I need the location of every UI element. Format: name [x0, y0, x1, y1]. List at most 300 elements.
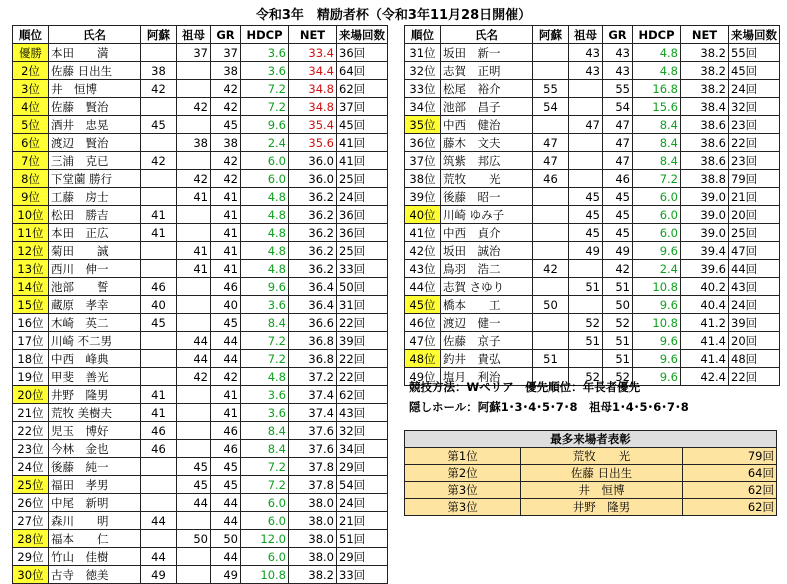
rank-cell: 43位: [405, 260, 441, 278]
sobo-score-cell: [177, 422, 211, 440]
aso-score-cell: 41: [141, 224, 177, 242]
visits-cell: 43回: [337, 404, 388, 422]
visits-cell: 20回: [729, 206, 780, 224]
sobo-score-cell: 38: [177, 134, 211, 152]
table-row: [13, 404, 388, 422]
handicap-cell: 7.2: [241, 458, 289, 476]
aso-score-cell: [141, 188, 177, 206]
gross-cell: 54: [603, 98, 633, 116]
visits-cell: 32回: [337, 422, 388, 440]
rank-cell: 42位: [405, 242, 441, 260]
visits-cell: 24回: [729, 296, 780, 314]
visits-cell: 64回: [337, 62, 388, 80]
name-cell: 中西 貞介: [441, 224, 533, 242]
aso-score-cell: 42: [533, 260, 569, 278]
visits-cell: 55回: [729, 44, 780, 62]
rank-cell: 30位: [13, 566, 49, 584]
name-cell: 川崎 ゆみ子: [441, 206, 533, 224]
rank-cell: 49位: [405, 368, 441, 386]
gross-cell: 46: [603, 170, 633, 188]
aso-score-cell: 44: [141, 512, 177, 530]
visits-cell: 43回: [729, 278, 780, 296]
table-row: [13, 350, 388, 368]
name-cell: 下堂薗 勝行: [49, 170, 141, 188]
name-cell: 藤木 文夫: [441, 134, 533, 152]
rank-cell: 14位: [13, 278, 49, 296]
table-row: [13, 188, 388, 206]
sobo-score-cell: [177, 152, 211, 170]
sobo-score-cell: 45: [177, 458, 211, 476]
handicap-cell: 7.2: [241, 332, 289, 350]
net-cell: 36.8: [289, 332, 337, 350]
net-cell: 38.6: [681, 152, 729, 170]
sobo-score-cell: 51: [569, 332, 603, 350]
rank-cell: 4位: [13, 98, 49, 116]
visits-cell: 22回: [729, 134, 780, 152]
aso-score-cell: [141, 494, 177, 512]
gross-cell: 44: [211, 494, 241, 512]
table-row: [405, 80, 780, 98]
handicap-cell: 4.8: [633, 44, 681, 62]
rank-cell: 45位: [405, 296, 441, 314]
aso-score-cell: [141, 242, 177, 260]
gross-cell: 45: [603, 188, 633, 206]
handicap-cell: 8.4: [633, 152, 681, 170]
net-cell: 36.8: [289, 350, 337, 368]
aso-score-cell: [533, 314, 569, 332]
table-row: [13, 62, 388, 80]
net-cell: 37.8: [289, 476, 337, 494]
award-visits: 62回: [683, 499, 777, 516]
visits-cell: 36回: [337, 44, 388, 62]
gross-cell: 41: [211, 260, 241, 278]
rank-cell: 20位: [13, 386, 49, 404]
sobo-score-cell: 41: [177, 242, 211, 260]
net-cell: 36.2: [289, 260, 337, 278]
gross-cell: 49: [603, 242, 633, 260]
gross-cell: 45: [211, 476, 241, 494]
table-row: [13, 440, 388, 458]
visits-cell: 37回: [337, 98, 388, 116]
aso-score-cell: 44: [141, 548, 177, 566]
net-cell: 33.4: [289, 44, 337, 62]
net-cell: 38.0: [289, 512, 337, 530]
gross-cell: 47: [603, 116, 633, 134]
rank-cell: 8位: [13, 170, 49, 188]
gross-cell: 45: [211, 458, 241, 476]
hidden-holes: 隠しホール：阿蘇1･3･4･5･7･8 祖母1･4･5･6･7･8: [409, 400, 689, 414]
net-cell: 41.2: [681, 314, 729, 332]
name-cell: 佐藤 賢治: [49, 98, 141, 116]
aso-score-cell: 46: [141, 422, 177, 440]
table-row: [13, 170, 388, 188]
net-cell: 38.2: [681, 44, 729, 62]
handicap-cell: 8.4: [241, 314, 289, 332]
visits-cell: 24回: [337, 494, 388, 512]
net-cell: 37.4: [289, 386, 337, 404]
net-cell: 37.8: [289, 458, 337, 476]
column-header: 氏名: [49, 26, 141, 44]
name-cell: 釣井 貴弘: [441, 350, 533, 368]
aso-score-cell: 50: [533, 296, 569, 314]
handicap-cell: 3.6: [241, 404, 289, 422]
gross-cell: 44: [211, 548, 241, 566]
name-cell: 後藤 純一: [49, 458, 141, 476]
name-cell: 筑紫 邦広: [441, 152, 533, 170]
sobo-score-cell: [177, 566, 211, 584]
handicap-cell: 8.4: [633, 116, 681, 134]
rank-cell: 13位: [13, 260, 49, 278]
competition-method: 競技方法：Wペリア 優先順位：年長者優先: [409, 380, 641, 394]
gross-cell: 41: [211, 404, 241, 422]
aso-score-cell: [141, 170, 177, 188]
sobo-score-cell: [569, 296, 603, 314]
gross-cell: 50: [603, 296, 633, 314]
handicap-cell: 6.0: [241, 512, 289, 530]
rank-cell: 21位: [13, 404, 49, 422]
name-cell: 橋本 工: [441, 296, 533, 314]
name-cell: 福田 孝男: [49, 476, 141, 494]
aso-score-cell: 40: [141, 296, 177, 314]
sobo-score-cell: [177, 62, 211, 80]
name-cell: 西川 伸一: [49, 260, 141, 278]
sobo-score-cell: 49: [569, 242, 603, 260]
visits-cell: 33回: [337, 260, 388, 278]
rank-cell: 26位: [13, 494, 49, 512]
rank-cell: 12位: [13, 242, 49, 260]
rank-cell: 37位: [405, 152, 441, 170]
gross-cell: 44: [211, 332, 241, 350]
net-cell: 34.8: [289, 80, 337, 98]
name-cell: 中尾 新明: [49, 494, 141, 512]
visits-cell: 34回: [337, 440, 388, 458]
handicap-cell: 12.0: [241, 530, 289, 548]
award-row: [405, 499, 777, 516]
name-cell: 志賀 さゆり: [441, 278, 533, 296]
aso-score-cell: 41: [141, 206, 177, 224]
sobo-score-cell: [177, 80, 211, 98]
table-row: [13, 242, 388, 260]
gross-cell: 45: [603, 206, 633, 224]
handicap-cell: 7.2: [241, 476, 289, 494]
visits-cell: 45回: [729, 62, 780, 80]
award-rank: 第3位: [405, 499, 521, 516]
net-cell: 42.4: [681, 368, 729, 386]
handicap-cell: 6.0: [241, 152, 289, 170]
visits-cell: 29回: [337, 458, 388, 476]
gross-cell: 51: [603, 278, 633, 296]
table-row: [405, 278, 780, 296]
name-cell: 渡辺 賢治: [49, 134, 141, 152]
rank-cell: 36位: [405, 134, 441, 152]
aso-score-cell: [533, 278, 569, 296]
column-header: 阿蘇: [533, 26, 569, 44]
table-row: [405, 152, 780, 170]
visits-cell: 29回: [337, 548, 388, 566]
aso-score-cell: [141, 530, 177, 548]
gross-cell: 42: [211, 98, 241, 116]
rank-cell: 18位: [13, 350, 49, 368]
name-cell: 坂田 新一: [441, 44, 533, 62]
net-cell: 40.2: [681, 278, 729, 296]
handicap-cell: 3.6: [241, 386, 289, 404]
rank-cell: 28位: [13, 530, 49, 548]
name-cell: 菊田 誠: [49, 242, 141, 260]
award-title: 最多来場者表彰: [405, 431, 777, 448]
aso-score-cell: 49: [141, 566, 177, 584]
net-cell: 39.6: [681, 260, 729, 278]
aso-score-cell: [141, 98, 177, 116]
rank-cell: 3位: [13, 80, 49, 98]
net-cell: 38.2: [681, 80, 729, 98]
table-row: [405, 98, 780, 116]
sobo-score-cell: [177, 404, 211, 422]
visits-cell: 39回: [729, 314, 780, 332]
gross-cell: 41: [211, 224, 241, 242]
name-cell: 本田 正広: [49, 224, 141, 242]
visits-cell: 22回: [337, 350, 388, 368]
visits-cell: 21回: [337, 512, 388, 530]
table-row: [13, 494, 388, 512]
award-name: 佐藤 日出生: [521, 465, 683, 482]
handicap-cell: 4.8: [241, 224, 289, 242]
rank-cell: 27位: [13, 512, 49, 530]
attendance-award-table: [404, 430, 777, 516]
handicap-cell: 8.4: [241, 422, 289, 440]
award-rank: 第3位: [405, 482, 521, 499]
sobo-score-cell: 51: [569, 278, 603, 296]
sobo-score-cell: 52: [569, 368, 603, 386]
visits-cell: 22回: [337, 314, 388, 332]
name-cell: 渡辺 健一: [441, 314, 533, 332]
net-cell: 36.2: [289, 206, 337, 224]
table-row: [13, 314, 388, 332]
net-cell: 39.0: [681, 188, 729, 206]
table-row: [405, 134, 780, 152]
aso-score-cell: 51: [533, 350, 569, 368]
table-row: [405, 350, 780, 368]
aso-score-cell: 46: [533, 170, 569, 188]
sobo-score-cell: [569, 80, 603, 98]
column-header: 順位: [405, 26, 441, 44]
table-row: [13, 224, 388, 242]
name-cell: 今林 金也: [49, 440, 141, 458]
sobo-score-cell: 52: [569, 314, 603, 332]
table-row: [405, 332, 780, 350]
sobo-score-cell: [177, 314, 211, 332]
name-cell: 松尾 裕介: [441, 80, 533, 98]
sobo-score-cell: 42: [177, 98, 211, 116]
visits-cell: 25回: [337, 170, 388, 188]
sobo-score-cell: [569, 260, 603, 278]
aso-score-cell: [533, 332, 569, 350]
net-cell: 41.4: [681, 350, 729, 368]
aso-score-cell: [533, 188, 569, 206]
net-cell: 37.2: [289, 368, 337, 386]
net-cell: 36.2: [289, 188, 337, 206]
aso-score-cell: 41: [141, 386, 177, 404]
handicap-cell: 9.6: [241, 278, 289, 296]
handicap-cell: 8.4: [633, 134, 681, 152]
visits-cell: 48回: [729, 350, 780, 368]
column-header: 氏名: [441, 26, 533, 44]
gross-cell: 45: [603, 224, 633, 242]
sobo-score-cell: 44: [177, 494, 211, 512]
visits-cell: 33回: [337, 566, 388, 584]
name-cell: 川崎 不二男: [49, 332, 141, 350]
handicap-cell: 4.8: [241, 206, 289, 224]
sobo-score-cell: [569, 152, 603, 170]
net-cell: 38.2: [681, 62, 729, 80]
net-cell: 35.6: [289, 134, 337, 152]
page-title: 令和3年 精励者杯（令和3年11月28日開催）: [255, 8, 532, 23]
sobo-score-cell: 42: [177, 368, 211, 386]
net-cell: 34.8: [289, 98, 337, 116]
results-table-right: [404, 25, 780, 386]
name-cell: 井野 隆男: [49, 386, 141, 404]
gross-cell: 41: [211, 386, 241, 404]
sobo-score-cell: [569, 170, 603, 188]
sobo-score-cell: [177, 116, 211, 134]
sobo-score-cell: 45: [569, 188, 603, 206]
table-row: [405, 314, 780, 332]
column-header: 来場回数: [729, 26, 780, 44]
aso-score-cell: [141, 350, 177, 368]
sobo-score-cell: 44: [177, 350, 211, 368]
aso-score-cell: 41: [141, 404, 177, 422]
rank-cell: 9位: [13, 188, 49, 206]
table-row: [13, 530, 388, 548]
handicap-cell: 3.6: [241, 296, 289, 314]
aso-score-cell: [533, 224, 569, 242]
sobo-score-cell: [177, 512, 211, 530]
handicap-cell: 9.6: [633, 332, 681, 350]
rank-cell: 32位: [405, 62, 441, 80]
handicap-cell: 3.6: [241, 44, 289, 62]
aso-score-cell: [141, 368, 177, 386]
rank-cell: 34位: [405, 98, 441, 116]
gross-cell: 46: [211, 440, 241, 458]
sobo-score-cell: 43: [569, 44, 603, 62]
visits-cell: 45回: [337, 116, 388, 134]
handicap-cell: 7.2: [241, 80, 289, 98]
rank-cell: 10位: [13, 206, 49, 224]
table-row: [405, 206, 780, 224]
gross-cell: 44: [211, 350, 241, 368]
visits-cell: 62回: [337, 80, 388, 98]
table-row: [13, 116, 388, 134]
aso-score-cell: [141, 134, 177, 152]
handicap-cell: 2.4: [241, 134, 289, 152]
table-row: [13, 566, 388, 584]
visits-cell: 32回: [729, 98, 780, 116]
column-header: HDCP: [633, 26, 681, 44]
rank-cell: 39位: [405, 188, 441, 206]
rank-cell: 5位: [13, 116, 49, 134]
table-row: [405, 224, 780, 242]
visits-cell: 41回: [337, 134, 388, 152]
net-cell: 36.2: [289, 224, 337, 242]
sobo-score-cell: 45: [177, 476, 211, 494]
visits-cell: 44回: [729, 260, 780, 278]
gross-cell: 43: [603, 44, 633, 62]
table-row: [13, 296, 388, 314]
net-cell: 38.0: [289, 494, 337, 512]
aso-score-cell: 55: [533, 80, 569, 98]
rank-cell: 31位: [405, 44, 441, 62]
name-cell: 佐藤 日出生: [49, 62, 141, 80]
rank-cell: 44位: [405, 278, 441, 296]
gross-cell: 41: [211, 242, 241, 260]
award-row: [405, 465, 777, 482]
sobo-score-cell: 47: [569, 116, 603, 134]
name-cell: 鳥羽 浩二: [441, 260, 533, 278]
table-row: [13, 80, 388, 98]
handicap-cell: 9.6: [633, 296, 681, 314]
handicap-cell: 4.8: [241, 368, 289, 386]
table-row: [405, 242, 780, 260]
aso-score-cell: 47: [533, 134, 569, 152]
visits-cell: 20回: [729, 332, 780, 350]
name-cell: 志賀 正明: [441, 62, 533, 80]
visits-cell: 24回: [729, 80, 780, 98]
table-row: [13, 548, 388, 566]
name-cell: 木崎 英二: [49, 314, 141, 332]
award-rank: 第1位: [405, 448, 521, 465]
table-row: [405, 188, 780, 206]
gross-cell: 41: [211, 188, 241, 206]
sobo-score-cell: [177, 278, 211, 296]
gross-cell: 55: [603, 80, 633, 98]
column-header: GR: [211, 26, 241, 44]
sobo-score-cell: [177, 386, 211, 404]
rank-cell: 11位: [13, 224, 49, 242]
visits-cell: 22回: [337, 368, 388, 386]
sobo-score-cell: [569, 134, 603, 152]
name-cell: 三浦 克已: [49, 152, 141, 170]
handicap-cell: 9.6: [633, 368, 681, 386]
award-visits: 62回: [683, 482, 777, 499]
name-cell: 蔵原 孝幸: [49, 296, 141, 314]
gross-cell: 44: [211, 512, 241, 530]
name-cell: 古寺 徳美: [49, 566, 141, 584]
aso-score-cell: [533, 44, 569, 62]
handicap-cell: 7.2: [241, 98, 289, 116]
sobo-score-cell: [569, 98, 603, 116]
table-row: [13, 422, 388, 440]
sobo-score-cell: 41: [177, 260, 211, 278]
net-cell: 37.4: [289, 404, 337, 422]
rank-cell: 41位: [405, 224, 441, 242]
table-row: [405, 296, 780, 314]
table-row: [405, 62, 780, 80]
gross-cell: 38: [211, 134, 241, 152]
name-cell: 中西 健治: [441, 116, 533, 134]
sobo-score-cell: 37: [177, 44, 211, 62]
aso-score-cell: 54: [533, 98, 569, 116]
net-cell: 36.4: [289, 278, 337, 296]
net-cell: 36.0: [289, 170, 337, 188]
gross-cell: 42: [211, 152, 241, 170]
rank-cell: 33位: [405, 80, 441, 98]
handicap-cell: 4.8: [241, 188, 289, 206]
aso-score-cell: 45: [141, 314, 177, 332]
net-cell: 37.6: [289, 440, 337, 458]
table-row: [13, 206, 388, 224]
table-row: [13, 260, 388, 278]
award-row: [405, 482, 777, 499]
name-cell: 塩月 利治: [441, 368, 533, 386]
